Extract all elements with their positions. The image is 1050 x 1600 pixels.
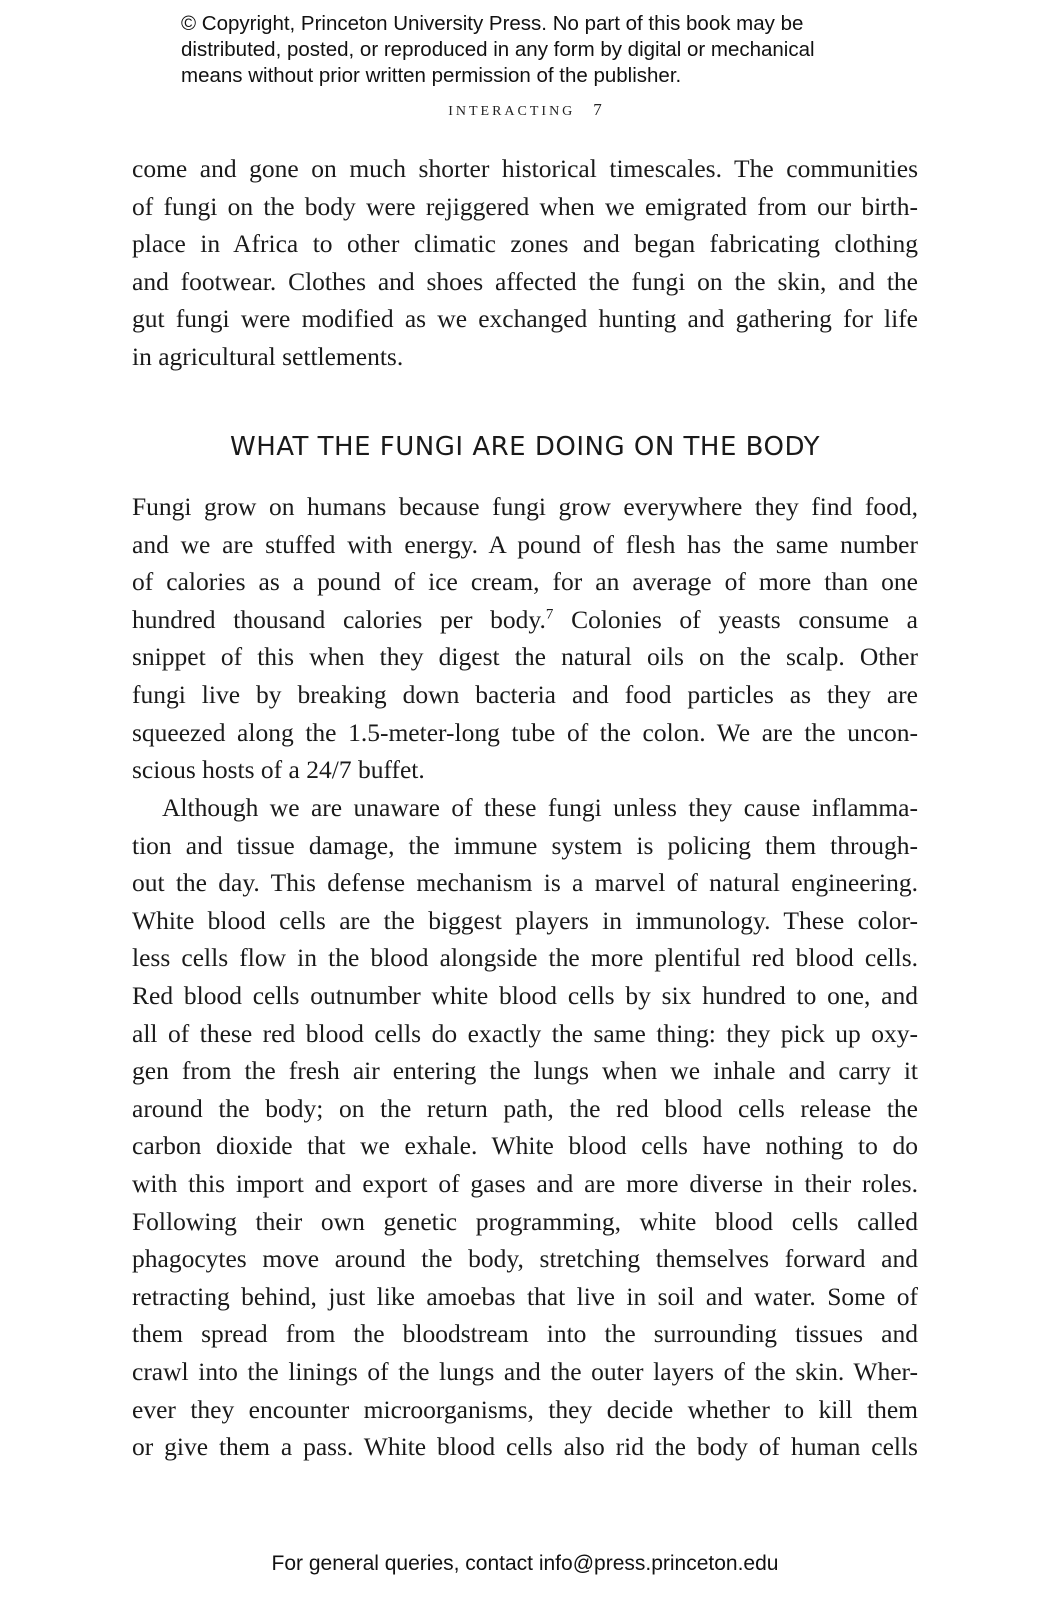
text-line-with-footnote — [132, 601, 918, 639]
text-line: and we are stuffed with energy. A pound of flesh has the same number — [132, 529, 918, 559]
text-line: with this import and export of gases and are more diverse in their roles. — [132, 1168, 918, 1198]
text-line: of fungi on the body were rejiggered when we emigrated from our birth- — [132, 191, 918, 221]
text-line: gut fungi were modified as we exchanged hunting and gathering for life — [132, 304, 918, 334]
text-line: place in Africa to other climatic zones and began fabricating clothing — [132, 229, 918, 259]
copyright-notice — [181, 11, 941, 89]
text-line: carbon dioxide that we exhale. White blood cells have nothing to do — [132, 1131, 918, 1161]
text-line: Although we are unaware of these fungi unless they cause inflamma- — [162, 793, 918, 822]
running-head — [0, 100, 1050, 120]
section-heading: WHAT THE FUNGI ARE DOING ON THE BODY — [230, 432, 820, 462]
text-line: them spread from the bloodstream into the surrounding tissues and — [132, 1319, 918, 1349]
text-line: of calories as a pound of ice cream, for an average of more than one — [132, 567, 918, 597]
contact-footer: For general queries, contact info@press.princeton.edu — [271, 1552, 779, 1575]
text-line: around the body; on the return path, the red blood cells release the — [132, 1093, 918, 1123]
text-line: crawl into the linings of the lungs and the outer layers of the skin. Wher- — [132, 1356, 918, 1386]
text-line: fungi live by breaking down bacteria and food particles as they are — [132, 679, 918, 709]
text-line: phagocytes move around the body, stretching themselves forward and — [132, 1244, 918, 1274]
text-line: all of these red blood cells do exactly the same thing: they pick up oxy- — [132, 1018, 918, 1048]
text-line: retracting behind, just like amoebas that live in soil and water. Some of — [132, 1281, 918, 1311]
paragraph — [132, 488, 918, 789]
text-line: scious hosts of a 24/7 buffet. — [132, 755, 425, 785]
page-number: 7 — [593, 100, 602, 119]
text-fragment: Colonies of yeasts consume a — [553, 604, 918, 634]
copyright-line: distributed, posted, or reproduced in any form by digital or mechanical — [181, 38, 815, 61]
text-line: White blood cells are the biggest players in immunology. These color- — [132, 905, 918, 935]
text-line: come and gone on much shorter historical timescales. The communities — [132, 154, 918, 183]
text-line: in agricultural settlements. — [132, 341, 404, 371]
text-fragment: hundred thousand calories per body. — [132, 604, 546, 634]
running-head-title: INTERACTING — [448, 104, 576, 119]
text-line: or give them a pass. White blood cells also rid the body of human cells — [132, 1432, 918, 1462]
paragraph — [132, 789, 918, 1466]
text-line: gen from the fresh air entering the lungs when we inhale and carry it — [132, 1056, 918, 1086]
text-line: out the day. This defense mechanism is a marvel of natural engineering. — [132, 868, 918, 898]
footnote-reference[interactable]: 7 — [545, 606, 554, 623]
text-line: snippet of this when they digest the natural oils on the scalp. Other — [132, 642, 918, 672]
text-line: Red blood cells outnumber white blood cells by six hundred to one, and — [132, 980, 918, 1010]
copyright-line: © Copyright, Princeton University Press. No part of this book may be — [181, 12, 804, 35]
text-line: less cells flow in the blood alongside the more plentiful red blood cells. — [132, 943, 918, 973]
paragraph-continued — [132, 150, 918, 376]
text-line: tion and tissue damage, the immune system is policing them through- — [132, 830, 918, 860]
text-line: Fungi grow on humans because fungi grow everywhere they find food, — [132, 492, 918, 521]
text-line: ever they encounter microorganisms, they decide whether to kill them — [132, 1394, 918, 1424]
text-line: squeezed along the 1.5-meter-long tube of the colon. We are the uncon- — [132, 717, 918, 747]
copyright-line: means without prior written permission of the publisher. — [181, 64, 682, 87]
text-line: Following their own genetic programming, white blood cells called — [132, 1206, 918, 1236]
text-line: and footwear. Clothes and shoes affected the fungi on the skin, and the — [132, 266, 918, 296]
